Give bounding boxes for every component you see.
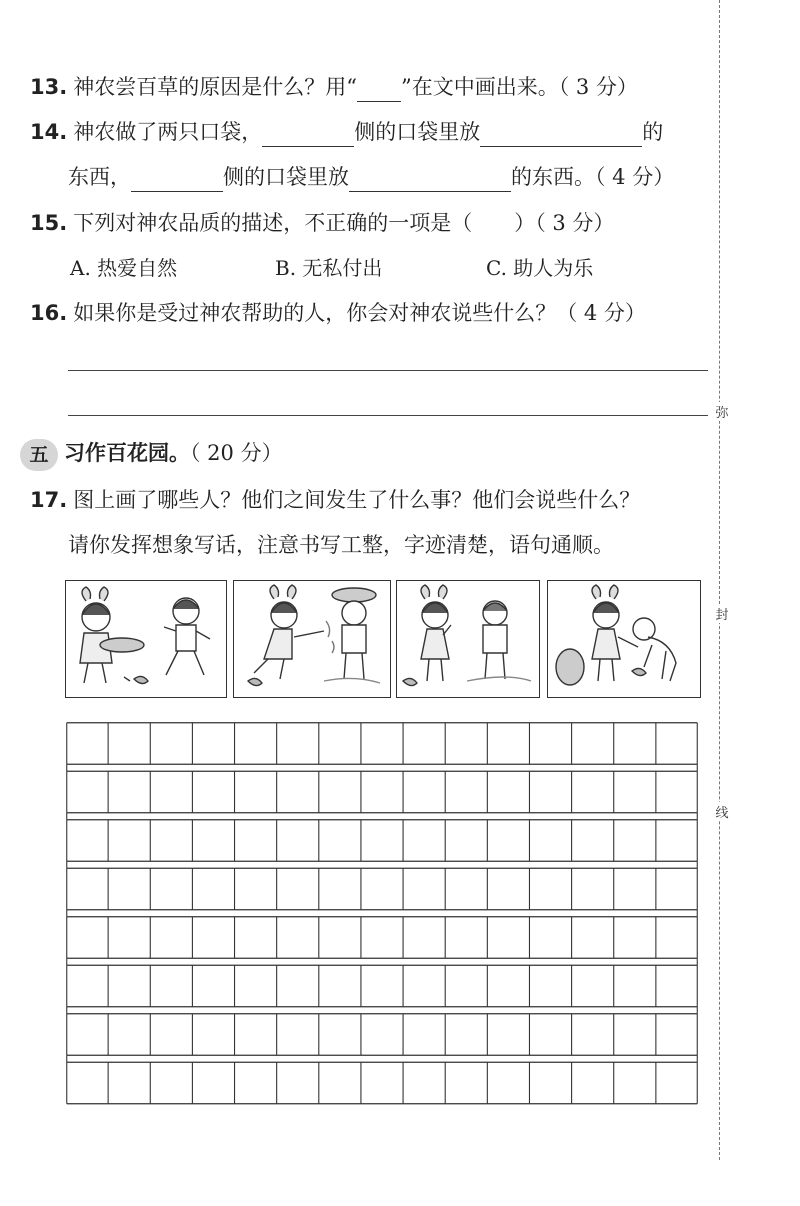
question-17-line-1 <box>30 485 640 515</box>
option-b[interactable]: B. 无私付出 <box>275 256 383 280</box>
option-c[interactable]: C. 助人为乐 <box>486 256 594 280</box>
girl-slipping-illustration <box>234 581 390 697</box>
question-text: 东西， <box>68 165 131 189</box>
question-text: 下列对神农品质的描述，不正确的一项是（ ）（ 3 分） <box>73 211 615 235</box>
binding-dashed-line <box>719 0 720 1160</box>
boy-picking-up-peel-illustration <box>548 581 700 697</box>
question-14-line-2 <box>68 162 674 192</box>
question-text: 侧的口袋里放 <box>354 120 481 144</box>
answer-blank[interactable] <box>480 124 642 147</box>
section-5-header <box>20 436 283 470</box>
binding-char-2: 封 <box>713 604 731 623</box>
question-text: 的 <box>642 120 664 144</box>
answer-line[interactable] <box>68 415 708 416</box>
question-text: 图上画了哪些人？他们之间发生了什么事？他们会说些什么？ <box>73 488 641 512</box>
girl-and-boy-illustration <box>66 581 226 697</box>
question-number: 17. <box>30 488 68 512</box>
picture-panel-1 <box>65 580 227 698</box>
option-a[interactable]: A. 热爱自然 <box>70 256 178 280</box>
question-number: 16. <box>30 301 68 325</box>
answer-blank[interactable] <box>131 169 223 192</box>
underline-mark-blank <box>357 79 401 102</box>
question-number: 14. <box>30 120 68 144</box>
answer-blank[interactable] <box>262 124 354 147</box>
question-text: 如果你是受过神农帮助的人，你会对神农说些什么？（ 4 分） <box>73 301 646 325</box>
girl-apologizing-illustration <box>397 581 539 697</box>
question-13 <box>30 72 638 102</box>
question-text: ”在文中画出来。（ 3 分） <box>400 75 638 99</box>
picture-panel-2 <box>233 580 391 698</box>
section-title: 习作百花园。 <box>64 441 190 465</box>
picture-sequence <box>65 580 701 698</box>
picture-panel-3 <box>396 580 540 698</box>
question-number: 15. <box>30 211 68 235</box>
question-number: 13. <box>30 75 68 99</box>
picture-panel-4 <box>547 580 701 698</box>
section-number-badge: 五 <box>20 439 58 471</box>
question-14-line-1 <box>30 117 663 147</box>
binding-char-1: 弥 <box>713 402 731 421</box>
answer-blank[interactable] <box>349 169 511 192</box>
writing-grid-svg <box>66 722 698 1106</box>
section-points: （ 20 分） <box>190 441 283 465</box>
question-text: 神农尝百草的原因是什么？用“ <box>73 75 357 99</box>
writing-grid[interactable] <box>66 722 698 1106</box>
question-text: 神农做了两只口袋， <box>73 120 263 144</box>
question-text: 的东西。（ 4 分） <box>511 165 675 189</box>
question-text: 侧的口袋里放 <box>223 165 349 189</box>
question-16 <box>30 298 646 328</box>
binding-char-3: 线 <box>713 802 731 821</box>
question-17-line-2: 请你发挥想象写话，注意书写工整，字迹清楚，语句通顺。 <box>68 533 614 557</box>
question-15 <box>30 208 614 238</box>
answer-line[interactable] <box>68 370 708 371</box>
